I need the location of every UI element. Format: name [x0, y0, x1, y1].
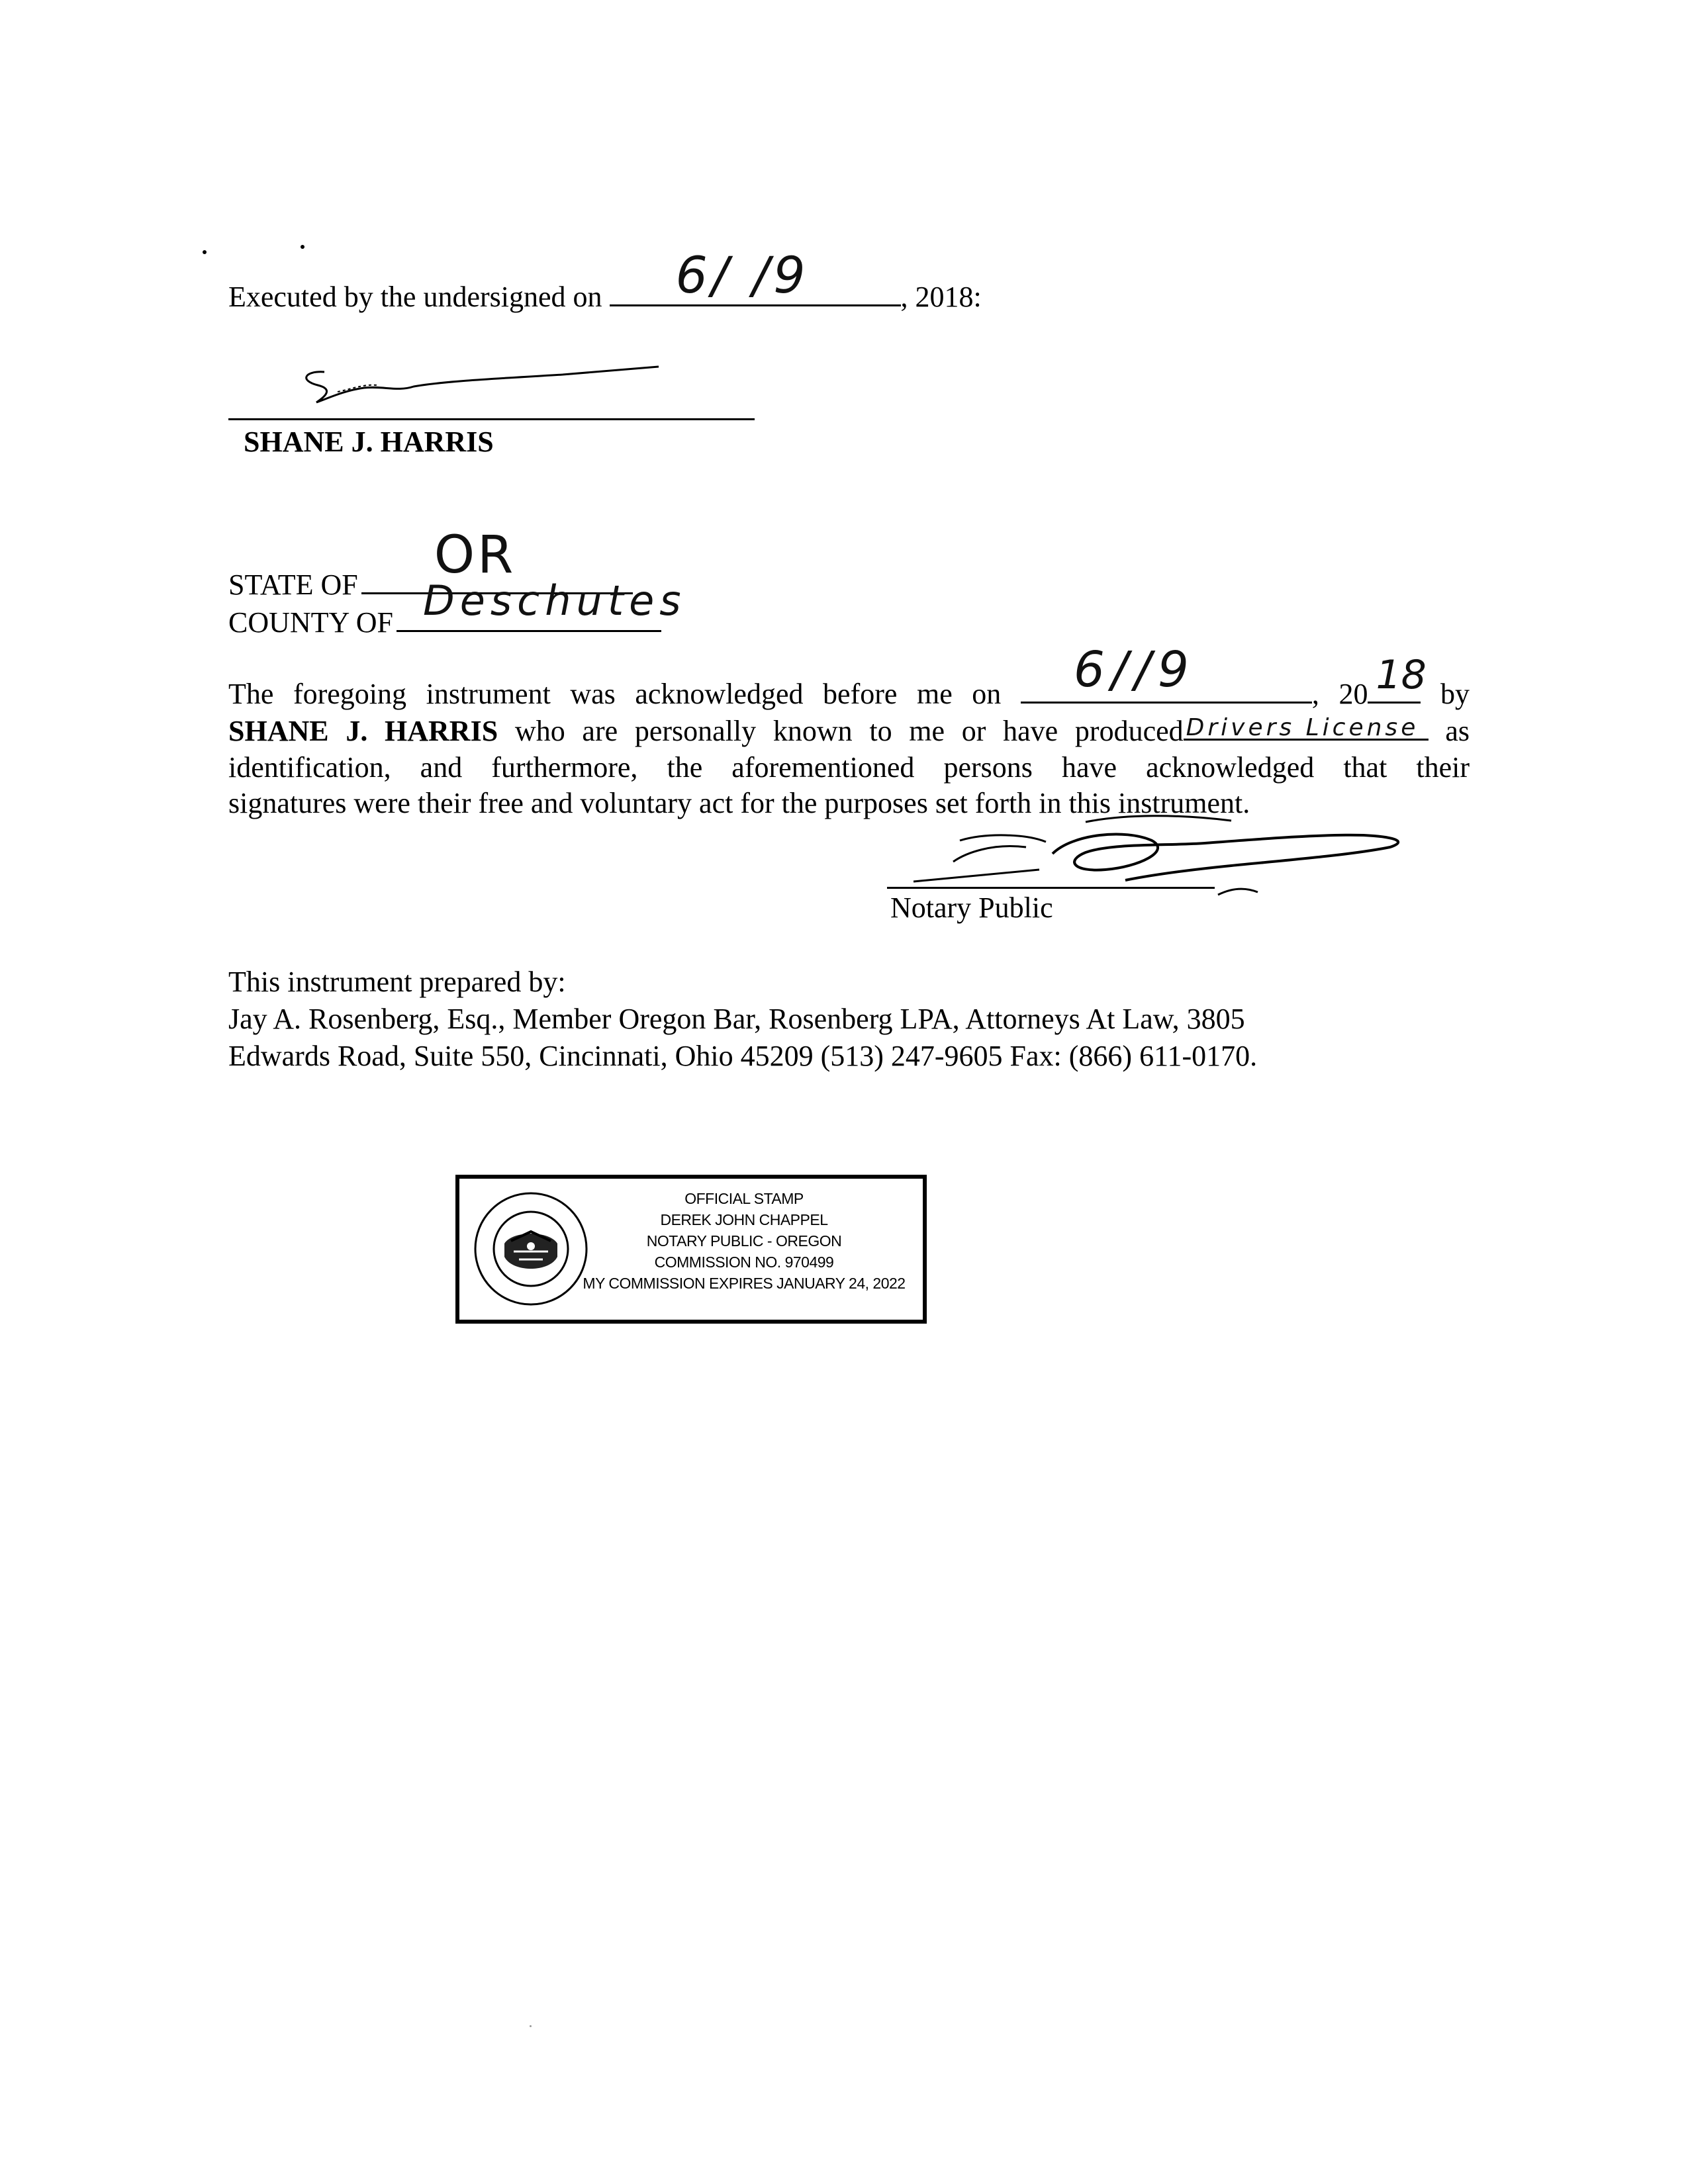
stamp-text-block — [572, 1188, 916, 1294]
signer-signature-line — [228, 418, 755, 420]
execution-line — [228, 246, 982, 314]
ack-year-handwritten: 18 — [1376, 652, 1427, 698]
state-handwritten: OR — [434, 525, 516, 585]
ack-id-blank — [1184, 712, 1429, 741]
stamp-commission-number: COMMISSION NO. 970499 — [654, 1253, 834, 1271]
notary-signature-line — [887, 887, 1215, 889]
ack-line-1-text: The foregoing instrument was acknowledged before me on — [228, 678, 1002, 710]
ack-line-4: signatures were their free and voluntary act for the purposes set forth in this instrument. — [228, 787, 1250, 819]
prepared-by-heading: This instrument prepared by: — [228, 966, 566, 998]
county-blank — [397, 576, 686, 632]
ack-line-2-text: who are personally known to me or have produced — [514, 715, 1184, 747]
stamp-notary-title: NOTARY PUBLIC - OREGON — [646, 1232, 842, 1250]
prepared-by-line-1: Jay A. Rosenberg, Esq., Member Oregon Bar, Rosenberg LPA, Attorneys At Law, 3805 — [228, 1003, 1245, 1035]
ack-year-blank — [1368, 652, 1427, 704]
stamp-notary-name: DEREK JOHN CHAPPEL — [660, 1211, 828, 1228]
execution-date-handwritten: 6/ /9 — [675, 246, 810, 304]
stamp-commission-expiry: MY COMMISSION EXPIRES JANUARY 24, 2022 — [583, 1275, 906, 1292]
prepared-by-line-2: Edwards Road, Suite 550, Cincinnati, Ohio 45209 (513) 247-9605 Fax: (866) 611-0170. — [228, 1040, 1258, 1072]
state-label: STATE OF — [228, 569, 358, 601]
ack-date-blank — [1021, 641, 1312, 704]
ack-line-2 — [228, 712, 1470, 750]
stamp-title: OFFICIAL STAMP — [684, 1190, 804, 1207]
ack-id-handwritten: Drivers License — [1186, 714, 1419, 741]
stray-dot — [203, 250, 207, 254]
ack-signer-name: SHANE J. HARRIS — [228, 715, 498, 747]
notary-label: Notary Public — [890, 891, 1053, 924]
ack-line-1 — [228, 641, 1470, 713]
ack-as: as — [1445, 715, 1470, 747]
ack-date-handwritten: 6//9 — [1073, 641, 1196, 698]
stray-dot — [530, 2025, 532, 2027]
ack-by: by — [1440, 678, 1470, 710]
signer-signature — [298, 357, 669, 424]
execution-year: , 2018: — [900, 281, 982, 313]
execution-date-blank — [610, 246, 901, 306]
county-label: COUNTY OF — [228, 606, 393, 639]
ack-year-prefix: , 20 — [1311, 678, 1368, 710]
official-stamp — [455, 1175, 927, 1324]
ack-line-3: identification, and furthermore, the aforementioned persons have acknowledged that their — [228, 751, 1470, 784]
stray-dot — [301, 245, 305, 249]
signer-name: SHANE J. HARRIS — [244, 426, 494, 458]
execution-prefix: Executed by the undersigned on — [228, 281, 602, 313]
county-handwritten: Deschutes — [422, 576, 686, 625]
